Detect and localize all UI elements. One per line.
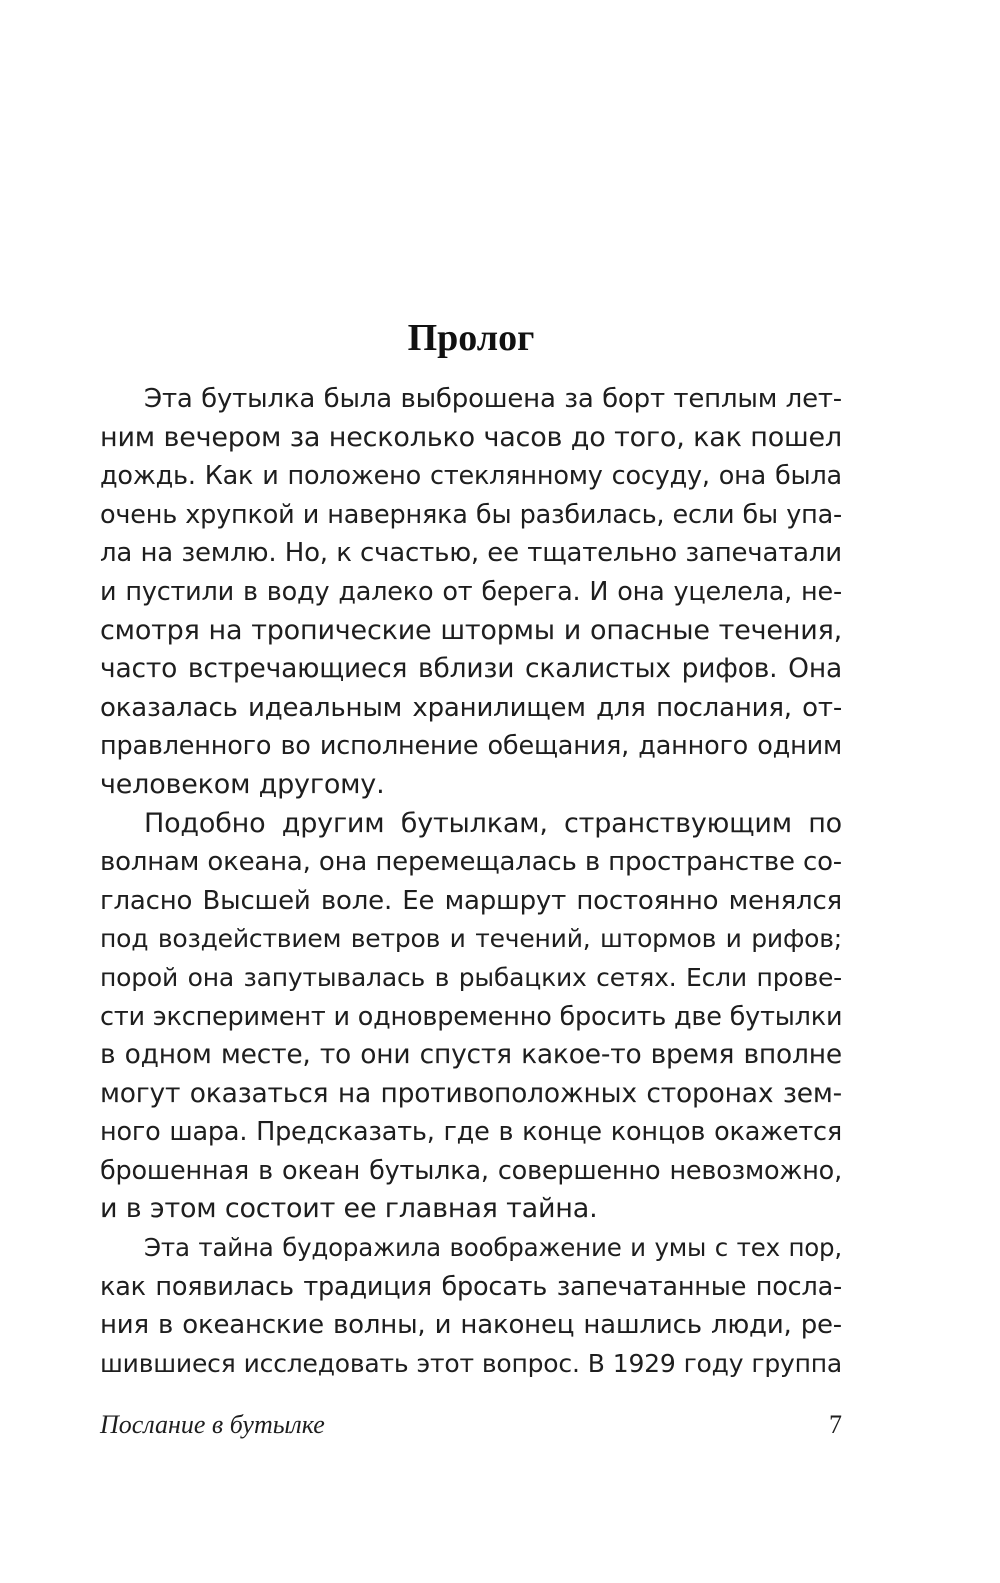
text-line: Эта бутылка была выброшена за борт теплым лет-: [144, 384, 842, 414]
text-line: сти эксперимент и одновременно бросить две бутылки: [100, 1001, 843, 1032]
text-line: гласно Высшей воле. Ее маршрут постоянно менялся: [100, 885, 842, 916]
text-line: брошенная в океан бутылка, совершенно невозможно,: [100, 1155, 842, 1186]
text-line: под воздействием ветров и течений, штормов и рифов;: [100, 924, 842, 954]
text-line: оказалась идеальным хранилищем для послания, от-: [100, 692, 842, 723]
text-line: смотря на тропические штормы и опасные течения,: [100, 614, 842, 646]
text-line: ним вечером за несколько часов до того, как пошел: [100, 421, 842, 453]
paragraph-3: [100, 1229, 842, 1383]
text-line: порой она запутывалась в рыбацких сетях. Если прове-: [100, 962, 842, 992]
text-line: в одном месте, то они спустя какое-то время вполне: [100, 1039, 842, 1071]
text-line: волнам океана, она перемещалась в пространстве со-: [100, 847, 842, 878]
chapter-title: Пролог: [407, 317, 535, 359]
text-line: правленного во исполнение обещания, данного одним: [100, 731, 842, 762]
text-line: ного шара. Предсказать, где в конце концов окажется: [100, 1117, 842, 1148]
page-footer: [100, 1405, 842, 1445]
text-line: шившиеся исследовать этот вопрос. В 1929 году группа: [100, 1348, 842, 1378]
text-line: ния в океанские волны, и наконец нашлись люди, ре-: [100, 1310, 842, 1341]
text-line: ла на землю. Но, к счастью, ее тщательно запечатали: [100, 538, 842, 569]
text-line: и пустили в воду далеко от берега. И она уцелела, не-: [100, 576, 842, 607]
paragraph-1: [100, 380, 842, 805]
page-number: 7: [829, 1410, 842, 1439]
paragraph-2: [100, 805, 842, 1230]
text-line: Подобно другим бутылкам, странствующим по: [144, 807, 842, 839]
text-line: дождь. Как и положено стеклянному сосуду, она была: [100, 461, 842, 492]
text-line: очень хрупкой и наверняка бы разбилась, если бы упа-: [100, 499, 842, 530]
text-line: и в этом состоит ее главная тайна.: [100, 1193, 598, 1225]
body-text: [100, 380, 842, 1383]
text-line: Эта тайна будоражила воображение и умы с тех пор,: [144, 1233, 842, 1263]
running-title: Послание в бутылке: [100, 1410, 325, 1439]
text-line: часто встречающиеся вблизи скалистых рифов. Она: [100, 653, 842, 685]
text-line: как появилась традиция бросать запечатанные посла-: [100, 1271, 842, 1302]
text-line: человеком другому.: [100, 768, 385, 800]
text-line: могут оказаться на противоположных сторонах зем-: [100, 1077, 842, 1109]
